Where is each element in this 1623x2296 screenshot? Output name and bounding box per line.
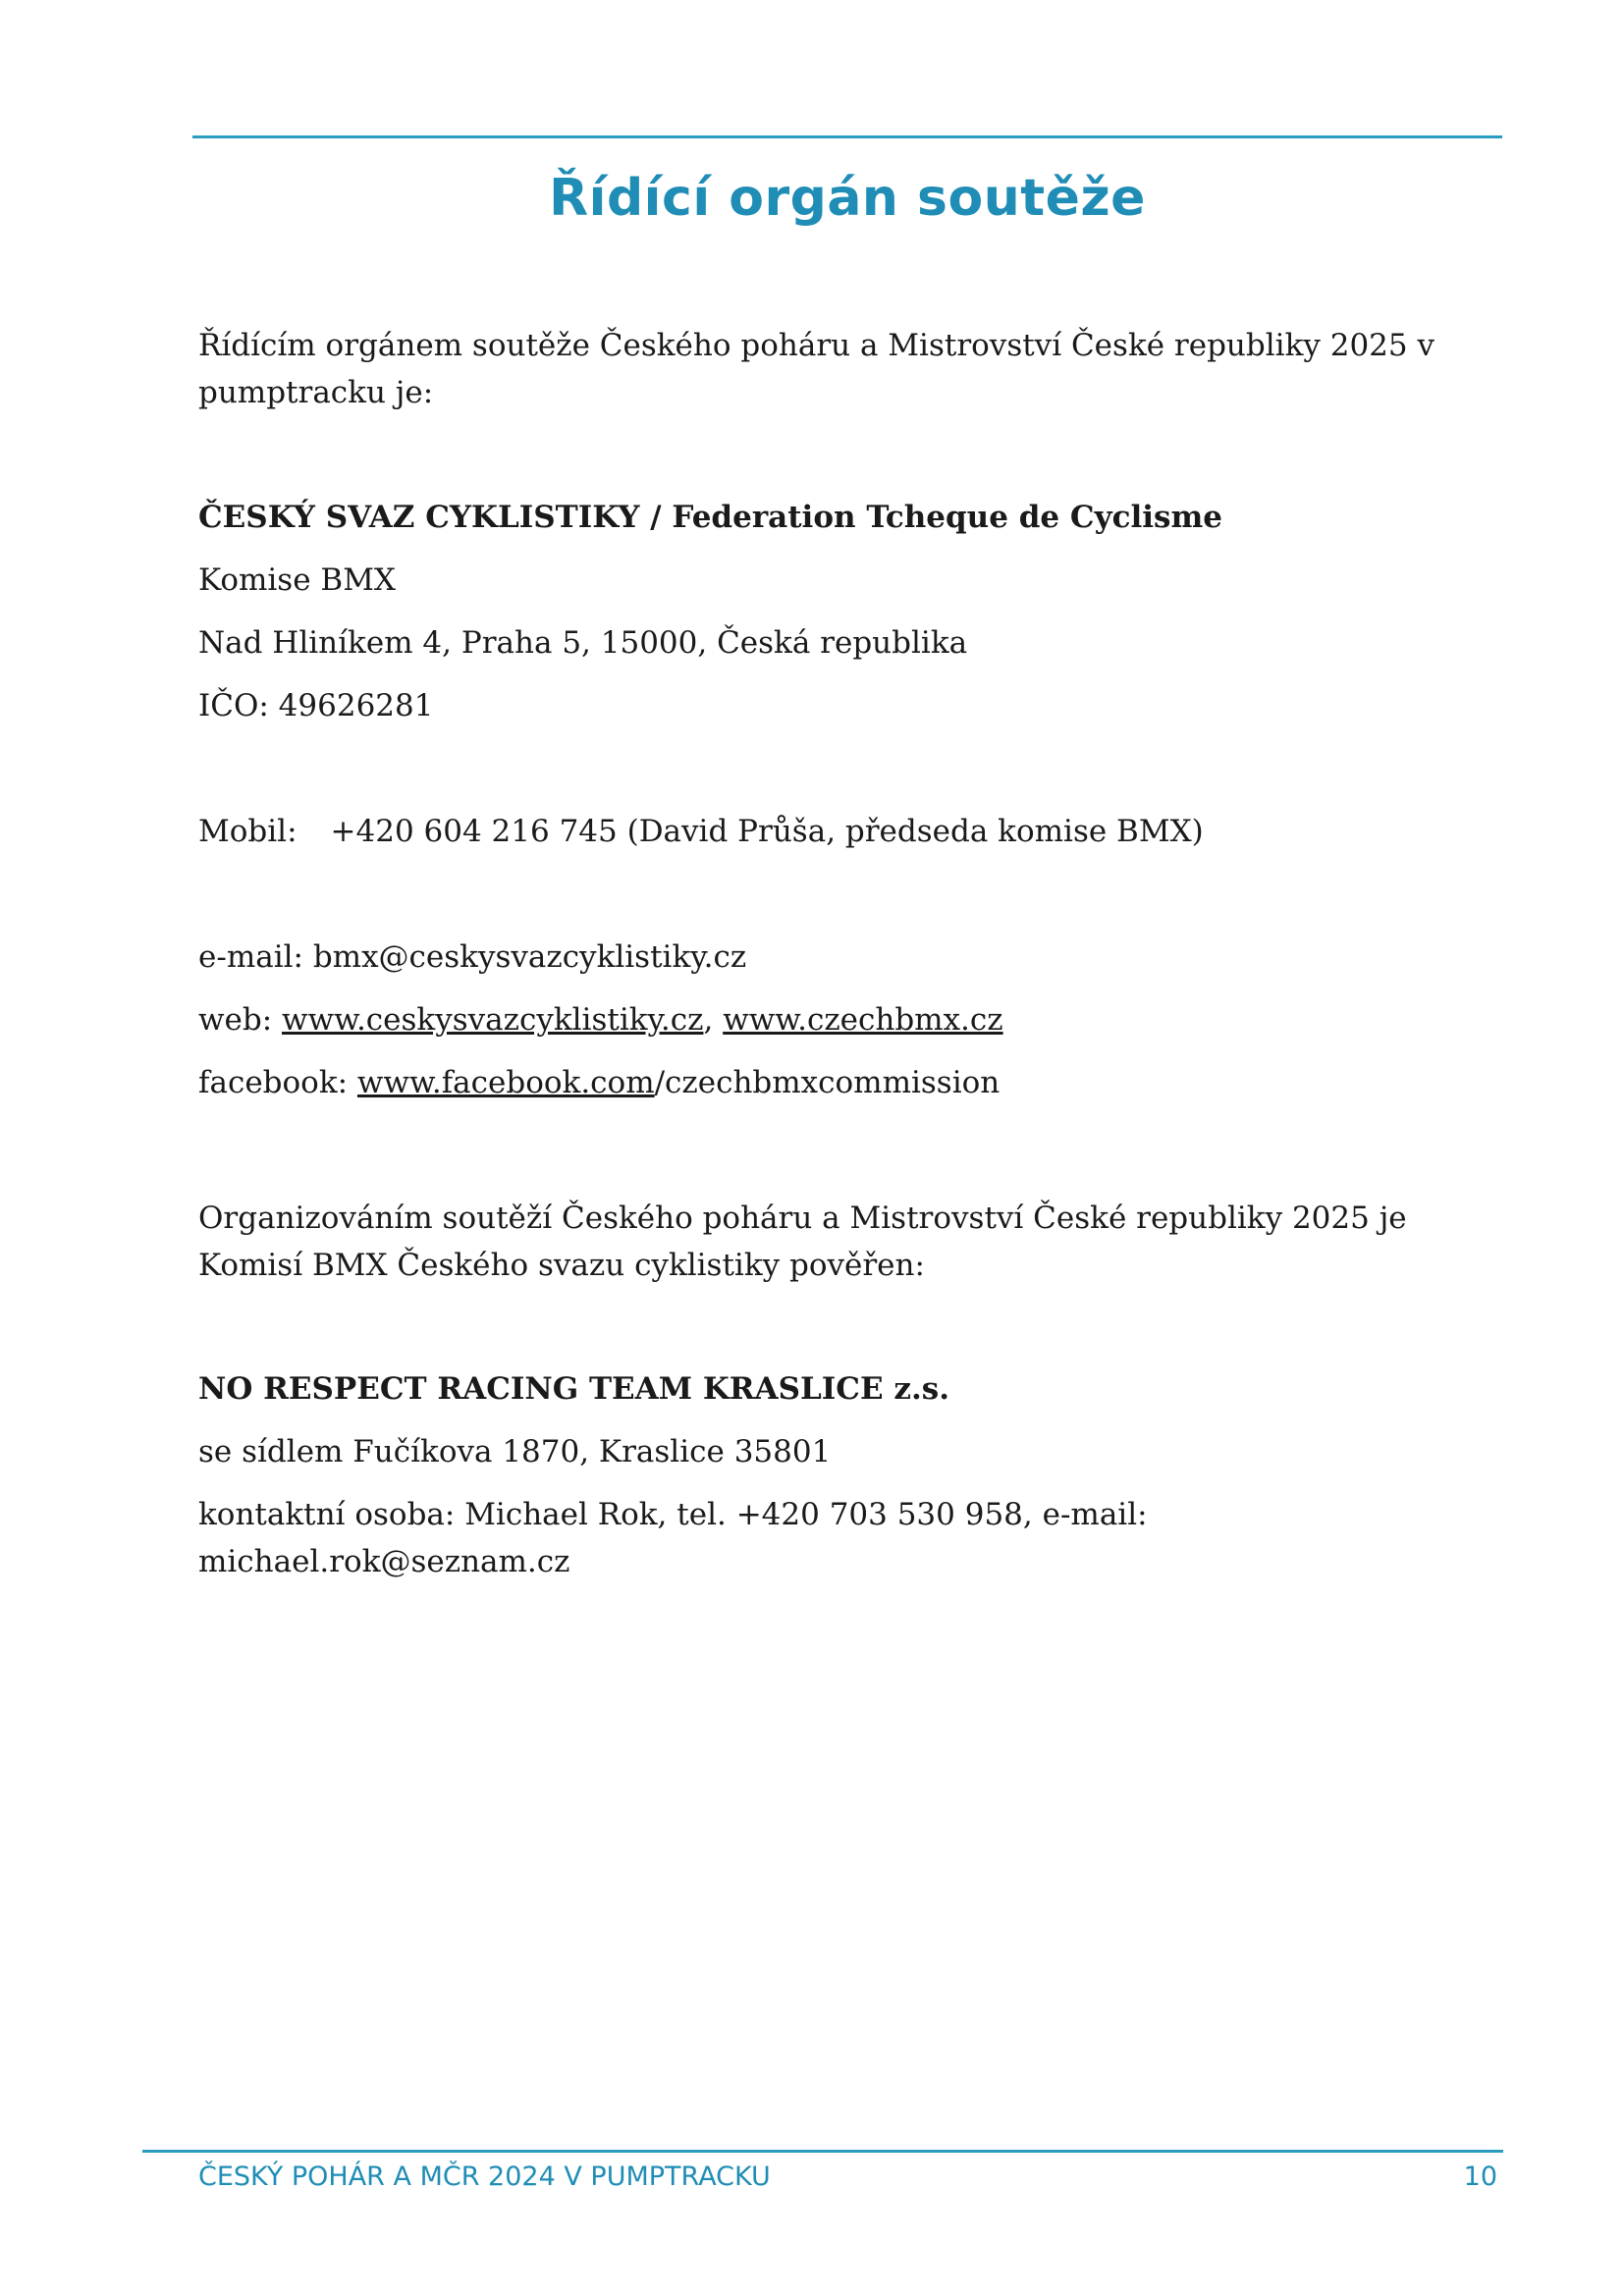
federation-web	[198, 996, 1504, 1043]
federation-address: Nad Hliníkem 4, Praha 5, 15000, Česká republika	[198, 625, 968, 661]
facebook-label: facebook:	[198, 1065, 357, 1100]
web-link-ceskysvazcyklistiky[interactable]: www.ceskysvazcyklistiky.cz	[282, 1002, 704, 1038]
organizer-name: NO RESPECT RACING TEAM KRASLICE z.s.	[198, 1371, 950, 1407]
facebook-suffix: /czechbmxcommission	[654, 1065, 1001, 1100]
web-label: web:	[198, 1002, 283, 1038]
web-link-czechbmx[interactable]: www.czechbmx.cz	[723, 1002, 1003, 1038]
page-number: 10	[1463, 2162, 1497, 2192]
federation-ico: IČO: 49626281	[198, 688, 434, 723]
footer-title: ČESKÝ POHÁR A MČR 2024 V PUMPTRACKU	[198, 2162, 771, 2192]
organizer-seat: se sídlem Fučíkova 1870, Kraslice 35801	[198, 1434, 832, 1469]
page-title: Řídící orgán soutěže	[549, 169, 1146, 228]
mobile-value: +420 604 216 745 (David Průša, předseda komise BMX)	[330, 814, 1204, 849]
intro-paragraph: Řídícím orgánem soutěže Českého poháru a Mistrovství České republiky 2025 v pumptracku je:	[198, 328, 1434, 410]
federation-email: e-mail: bmx@ceskysvazcyklistiky.cz	[198, 939, 747, 975]
mobile-label: Mobil:	[198, 814, 298, 849]
federation-mobile	[198, 808, 1504, 855]
footer-divider	[142, 2150, 1503, 2153]
organizer-intro-paragraph: Organizováním soutěží Českého poháru a Mistrovství České republiky 2025 je Komisí BMX Českého svazu cyklistiky pověřen:	[198, 1201, 1407, 1283]
facebook-link[interactable]: www.facebook.com	[356, 1065, 655, 1100]
header-divider	[192, 135, 1502, 138]
federation-name: ČESKÝ SVAZ CYKLISTIKY / Federation Tcheque de Cyclisme	[198, 500, 1222, 535]
web-separator: ,	[703, 1002, 724, 1038]
organizer-contact: kontaktní osoba: Michael Rok, tel. +420 703 530 958, e-mail: michael.rok@seznam.cz	[198, 1497, 1148, 1579]
federation-commission: Komise BMX	[198, 562, 397, 598]
federation-facebook	[198, 1059, 1504, 1106]
